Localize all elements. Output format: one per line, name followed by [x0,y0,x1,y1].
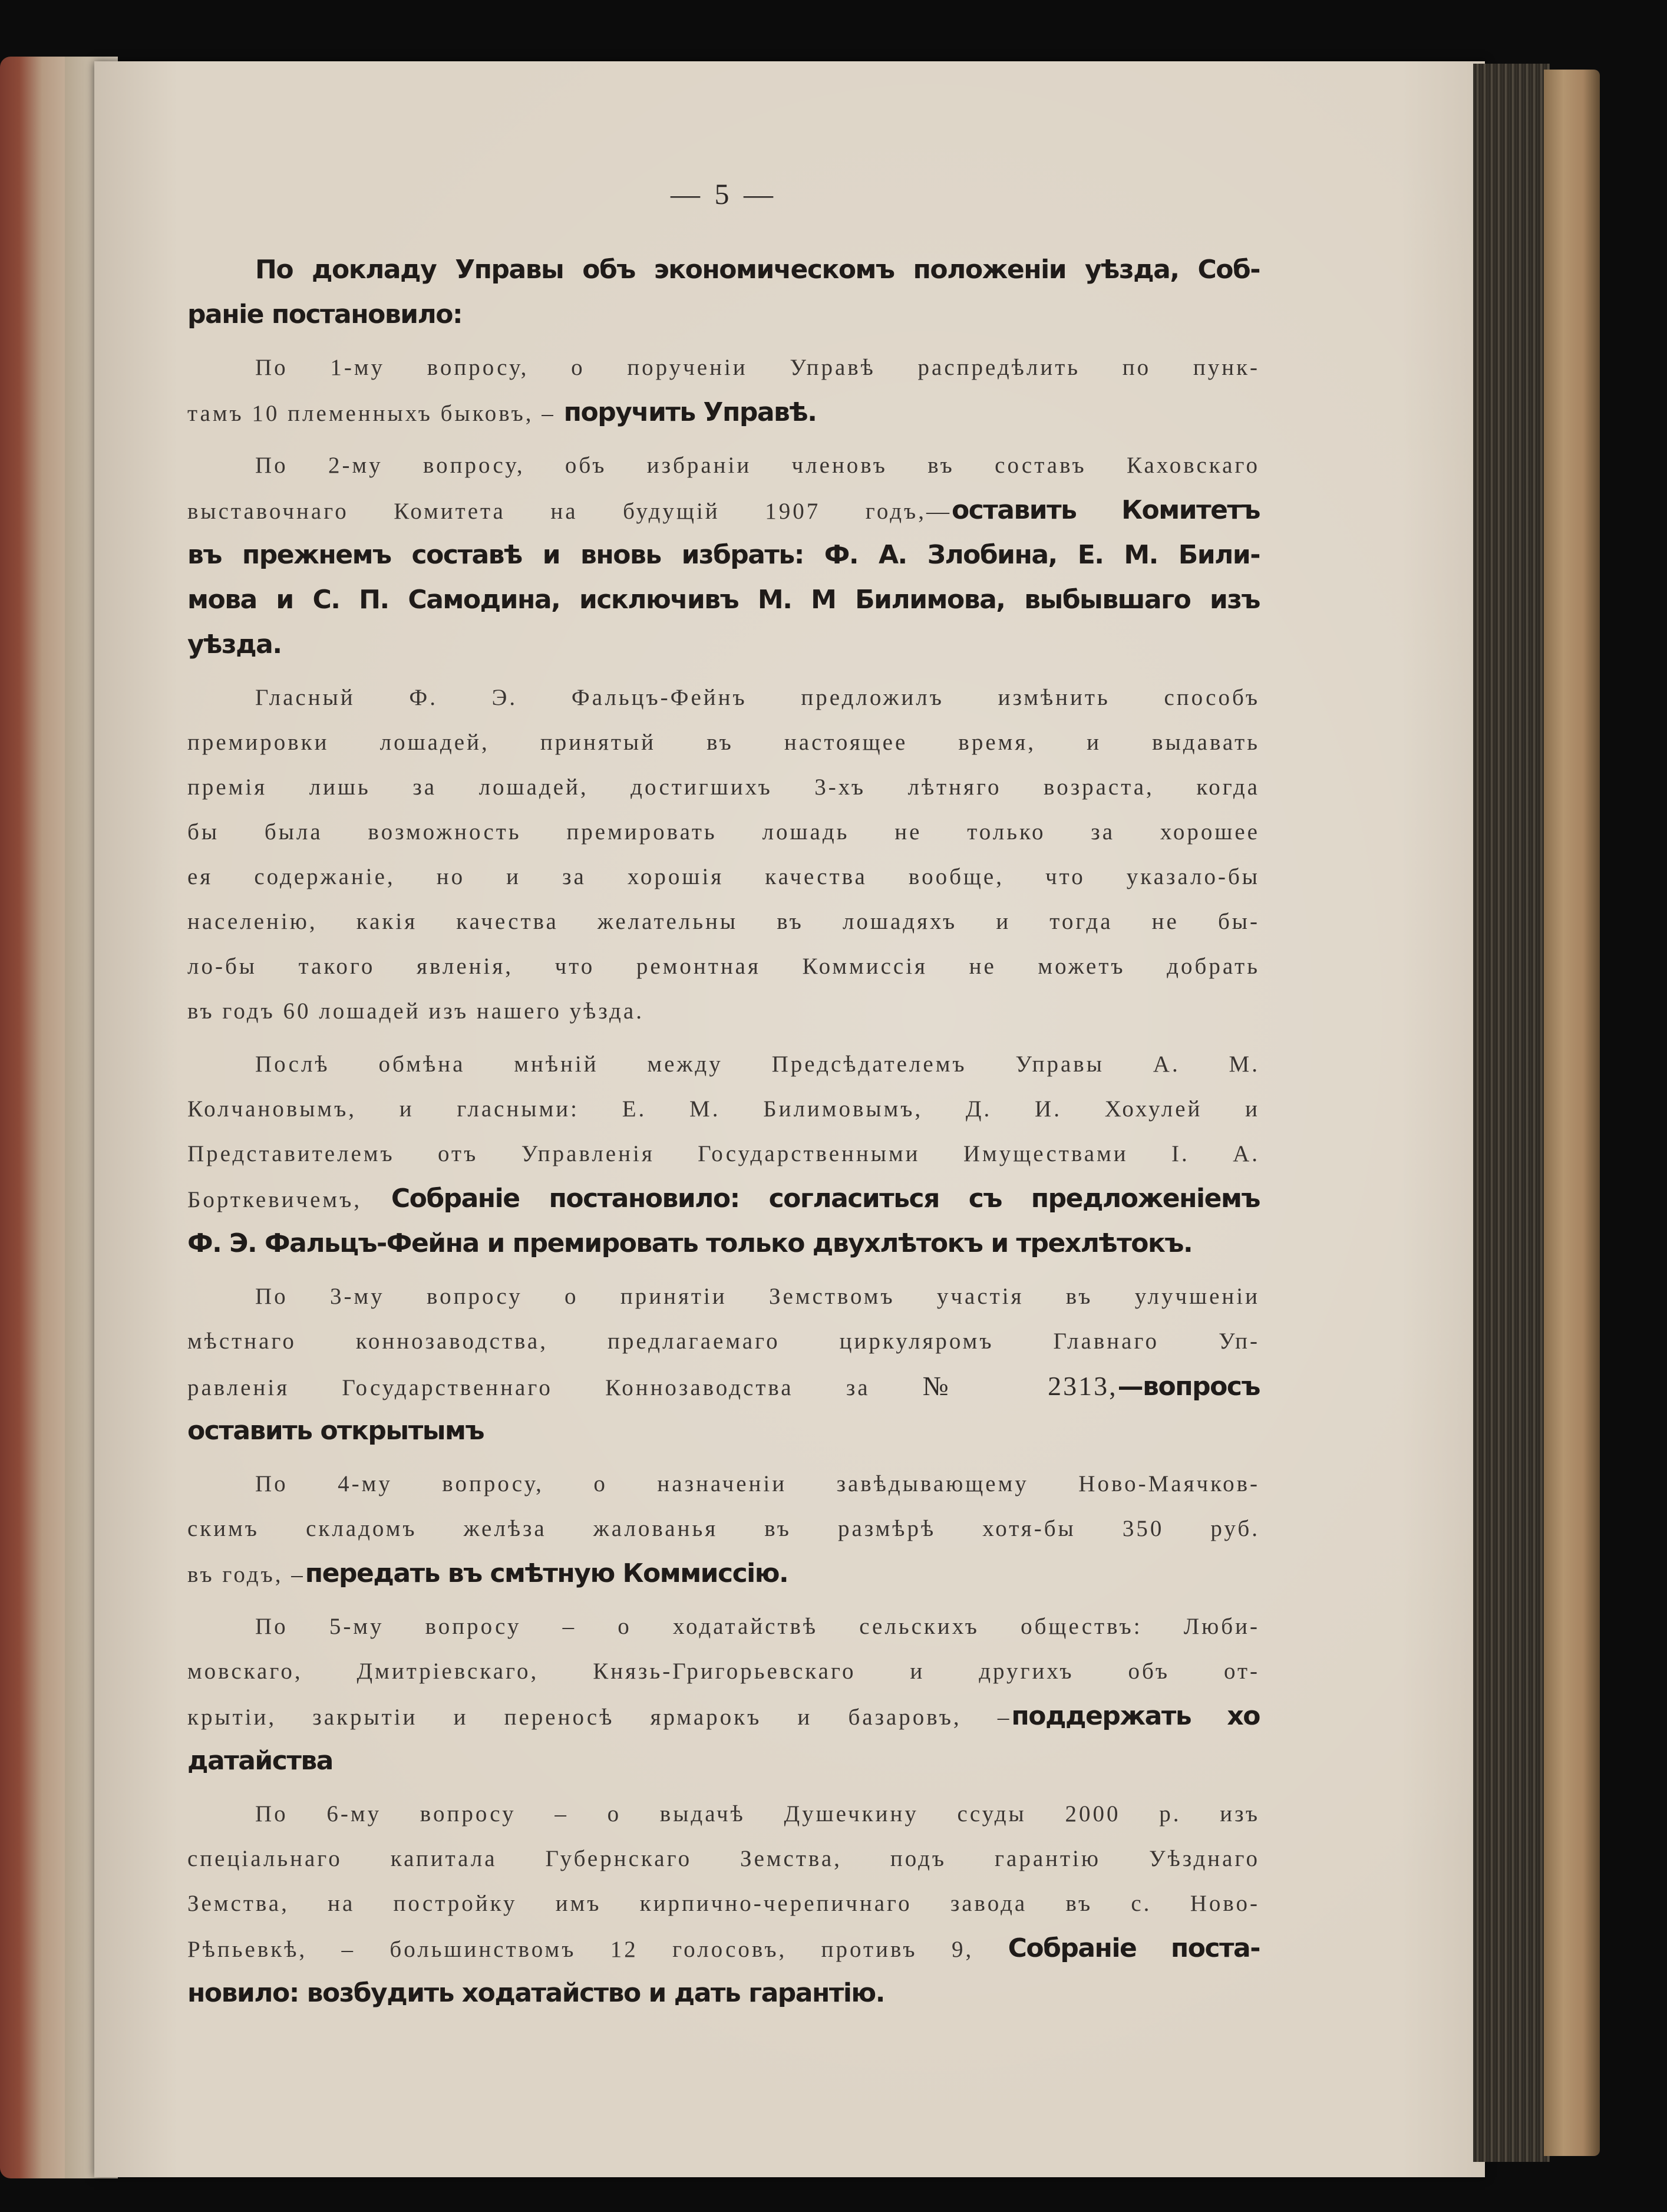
text-run: Послѣ обмѣна мнѣній между Предсѣдателемъ Управы А. М. [255,1051,1260,1077]
text-line [187,1649,1260,1694]
page-number: — 5 — [671,177,777,210]
text-run: Борткевичемъ, [187,1187,391,1212]
bold-text-run: Собраніе поста- [1008,1933,1260,1963]
text-run: выставочнаго Комитета на будущій 1907 годъ,— [187,499,952,524]
text-line [187,443,1260,488]
text-line [187,1176,1260,1221]
text-run: въ годъ, – [187,1562,305,1587]
text-run: По 6-му вопросу – о выдачѣ Душечкину ссуды 2000 р. изъ [255,1801,1260,1827]
bold-text-run: датайства [187,1746,333,1776]
text-run: равленія Государственнаго Коннозаводства за [187,1375,923,1400]
text-run: Земства, на постройку имъ кирпично-черепичнаго завода въ с. Ново- [187,1891,1260,1916]
text-line [187,1739,1260,1784]
text-run: тамъ 10 племенныхъ быковъ, – [187,401,564,426]
text-line [187,1319,1260,1364]
text-line [187,899,1260,944]
page-body [187,248,1260,2016]
text-line [187,622,1260,667]
bold-text-run: новило: возбудить ходатайство и дать гарантію. [187,1978,884,2008]
text-line [187,675,1260,720]
text-run: Рѣпьевкѣ, – большинствомъ 12 голосовъ, противъ 9, [187,1937,1008,1962]
text-line [187,1837,1260,1881]
text-line [187,488,1260,533]
text-run: По 5-му вопросу – о ходатайствѣ сельскихъ обществъ: Люби- [255,1614,1260,1639]
text-line [187,810,1260,855]
text-line [187,765,1260,810]
text-line [187,1506,1260,1551]
bold-text-run: Ф. Э. Фальцъ-Фейна и премировать только двухлѣтокъ и трехлѣтокъ. [187,1228,1193,1258]
text-run: премировки лошадей, принятый въ настоящее время, и выдавать [187,730,1260,755]
text-run: Гласный Ф. Э. Фальцъ-Фейнъ предложилъ измѣнить способъ [255,685,1260,710]
text-line [187,855,1260,899]
page-stack-edges [1473,64,1550,2162]
bold-text-run: оставить Комитетъ [951,495,1260,525]
text-run: ея содержаніе, но и за хорошія качества вообще, что указало-бы [187,864,1260,889]
bold-text-run: —вопросъ [1117,1372,1260,1402]
text-run: Колчановымъ, и гласными: Е. М. Билимовымъ, Д. И. Хохулей и [187,1096,1260,1122]
text-run: По 1-му вопросу, о порученіи Управѣ распредѣлить по пунк- [255,355,1260,380]
text-line [187,1274,1260,1319]
text-line [187,578,1260,622]
bold-text-run: передать въ смѣтную Коммиссію. [305,1558,788,1588]
bold-text-run: оставить открытымъ [187,1416,484,1446]
bold-text-run: мова и С. П. Самодина, исключивъ М. М Билимова, выбывшаго изъ [187,585,1260,615]
text-line [187,1087,1260,1132]
text-run: По 4-му вопросу, о назначеніи завѣдывающему Ново-Маячков- [255,1471,1260,1496]
bold-text-run: уѣзда. [187,629,282,660]
text-line [187,1132,1260,1176]
text-line [187,1462,1260,1506]
text-line [187,1694,1260,1739]
text-line [187,1971,1260,2016]
text-run: бы была возможность премировать лошадь не только за хорошее [187,819,1260,845]
text-line [187,248,1260,292]
book-cover-edge [1544,70,1600,2156]
text-line [187,989,1260,1034]
bold-text-run: поручить Управѣ. [563,397,817,427]
text-run: спеціальнаго капитала Губернскаго Земства, подъ гарантію Уѣзднаго [187,1846,1260,1871]
text-line [187,720,1260,765]
text-line [187,1409,1260,1453]
text-line [187,1042,1260,1087]
text-run: По 2-му вопросу, объ избраніи членовъ въ составъ Каховскаго [255,453,1260,478]
bold-text-run: По докладу Управы объ экономическомъ положеніи уѣзда, Соб- [255,255,1260,285]
text-line [187,390,1260,435]
text-run: крытіи, закрытіи и переносѣ ярмарокъ и базаровъ, – [187,1705,1012,1730]
text-run: Представителемъ отъ Управленія Государственными Имуществами I. А. [187,1141,1260,1166]
text-line [187,1604,1260,1649]
text-line [187,1792,1260,1837]
text-line [187,345,1260,390]
text-run: По 3-му вопросу о принятіи Земствомъ участія въ улучшеніи [255,1284,1260,1309]
text-line [187,1364,1260,1409]
text-run: скимъ складомъ желѣза жалованья въ размѣрѣ хотя-бы 350 руб. [187,1516,1260,1541]
text-line [187,944,1260,989]
bold-text-run: поддержать хо [1011,1701,1260,1731]
bold-text-run: Собраніе постановило: согласиться съ предложеніемъ [391,1184,1260,1214]
text-run: мѣстнаго коннозаводства, предлагаемаго циркуляромъ Главнаго Уп- [187,1328,1260,1354]
bold-text-run: раніе постановило: [187,299,463,329]
text-run: ло-бы такого явленія, что ремонтная Коммиссія не можетъ добрать [187,954,1260,979]
text-run: премія лишь за лошадей, достигшихъ 3-хъ лѣтняго возраста, когда [187,774,1260,800]
page-text-block [187,159,1260,2008]
text-run: въ годъ 60 лошадей изъ нашего уѣзда. [187,998,644,1024]
bold-text-run: въ прежнемъ составѣ и вновь избрать: Ф. А. Злобина, Е. М. Били- [187,540,1260,570]
text-run: № 2313, [922,1371,1118,1401]
text-run: мовскаго, Дмитріевскаго, Князь-Григорьевскаго и другихъ объ от- [187,1659,1260,1684]
text-line [187,1221,1260,1266]
text-line [187,1551,1260,1596]
text-line [187,292,1260,337]
text-line [187,1926,1260,1971]
text-run: населенію, какія качества желательны въ лошадяхъ и тогда не бы- [187,909,1260,934]
text-line [187,1881,1260,1926]
text-line [187,533,1260,578]
